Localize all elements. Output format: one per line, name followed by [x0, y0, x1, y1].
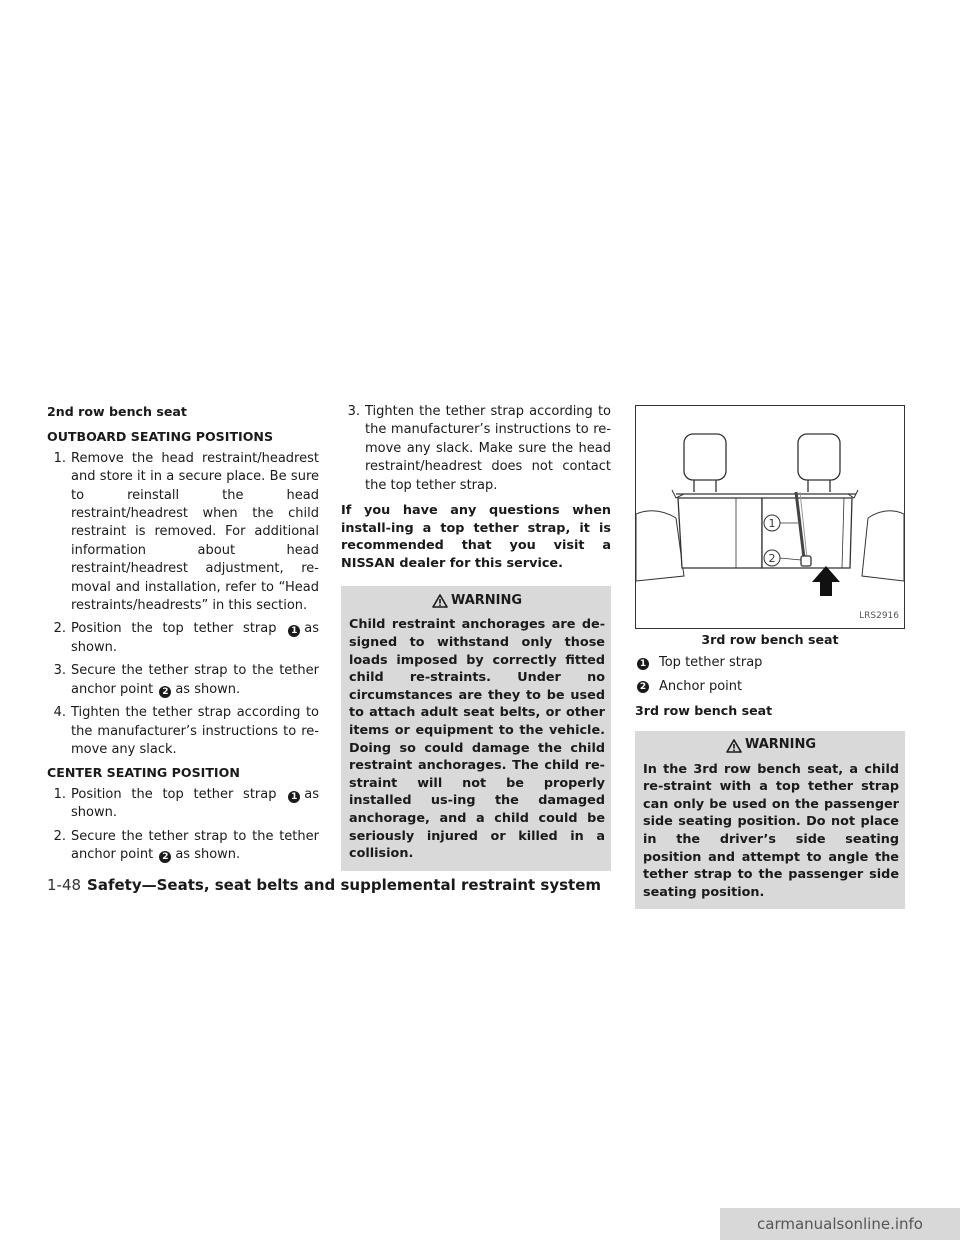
callout-2-badge: 2 — [637, 681, 649, 693]
callout-1-badge: 1 — [288, 625, 300, 637]
right-column — [635, 405, 905, 909]
arrow-up-icon — [812, 566, 840, 596]
warning-box-anchorages — [341, 586, 611, 870]
watermark-link[interactable]: carmanualsonline.info — [720, 1208, 960, 1240]
warning-triangle-icon — [726, 739, 742, 753]
section-heading-2nd-row: 2nd row bench seat — [47, 404, 187, 419]
callout-1-badge: 1 — [637, 658, 649, 670]
dealer-advice: If you have any questions when install-ing a top tether strap, it is recommended that you visit a NISSAN dealer for this service. — [341, 503, 611, 571]
outboard-step-3b: 3. Tighten the tether strap according to the manufacturer’s instructions to re-move any slack. Make sure the head restraint/headrest does not contact the top tether strap. — [347, 404, 611, 493]
warning-text: Child restraint anchorages are de-signed to withstand only those loads imposed by correctly fitted child re-straints. Under no circumstances are they to be used to attach adult seat belts, or other items or equipment to the vehicle. Doing so could damage the child restraint anchorages. The child re-straint will not be properly installed us-ing the damaged anchorage, and a child could be seriously injured or killed in a collision. — [349, 617, 605, 862]
warning-header: WARNING — [643, 737, 899, 755]
figure-caption: 3rd row bench seat — [701, 632, 839, 647]
callout-2-badge: 2 — [159, 851, 171, 863]
section-heading-3rd-row: 3rd row bench seat — [635, 703, 773, 719]
figure-callout-1: 1 — [768, 517, 776, 530]
outboard-step-1: 1. Remove the head restraint/headrest and store it in a secure place. Be sure to reinstall the head restraint/headrest when the child restraint is removed. For additional information about head restraint/headrest adjustment, re-moval and installation, refer to “Head restraints/headrests” in this section. — [53, 450, 319, 614]
figure-code: LRS2916 — [859, 610, 899, 621]
center-step-1: 1. Position the top tether strap 1 as shown. — [53, 786, 319, 821]
center-step-2: 2. Secure the tether strap to the tether anchor point 2 as shown. — [53, 828, 319, 862]
warning-box-3rd-row — [635, 731, 905, 910]
legend-item-top-tether: 1 Top tether strap — [635, 654, 905, 672]
warning-header: WARNING — [349, 592, 605, 610]
legend-item-anchor: 2 Anchor point — [635, 678, 905, 696]
bench-seat-diagram — [636, 406, 904, 628]
left-column — [47, 403, 319, 869]
page-footer — [47, 876, 601, 894]
outboard-step-2: 2. Position the top tether strap 1 as shown. — [53, 621, 319, 655]
outboard-step-4: 4. Tighten the tether strap according to the manufacturer’s instructions to re-move any slack. — [53, 705, 319, 757]
warning-text: In the 3rd row bench seat, a child re-straint with a top tether strap can only be used on the passenger side seating position. Do not place in the driver’s side seating position and attempt to angle the tether strap to the passenger side seating position. — [643, 761, 899, 900]
figure-callout-2: 2 — [768, 552, 776, 565]
callout-1-badge: 1 — [288, 791, 300, 803]
section-title: Safety—Seats, seat belts and supplemental restraint system — [87, 876, 602, 894]
warning-triangle-icon — [432, 594, 448, 608]
outboard-heading: OUTBOARD SEATING POSITIONS — [47, 429, 274, 445]
outboard-step-3: 3. Secure the tether strap to the tether anchor point 2 as shown. — [53, 663, 319, 697]
center-heading: CENTER SEATING POSITION — [47, 765, 240, 781]
page-number: 1-48 — [47, 876, 82, 894]
callout-2-badge: 2 — [159, 686, 171, 698]
middle-column — [341, 403, 611, 871]
seat-illustration — [635, 405, 905, 629]
